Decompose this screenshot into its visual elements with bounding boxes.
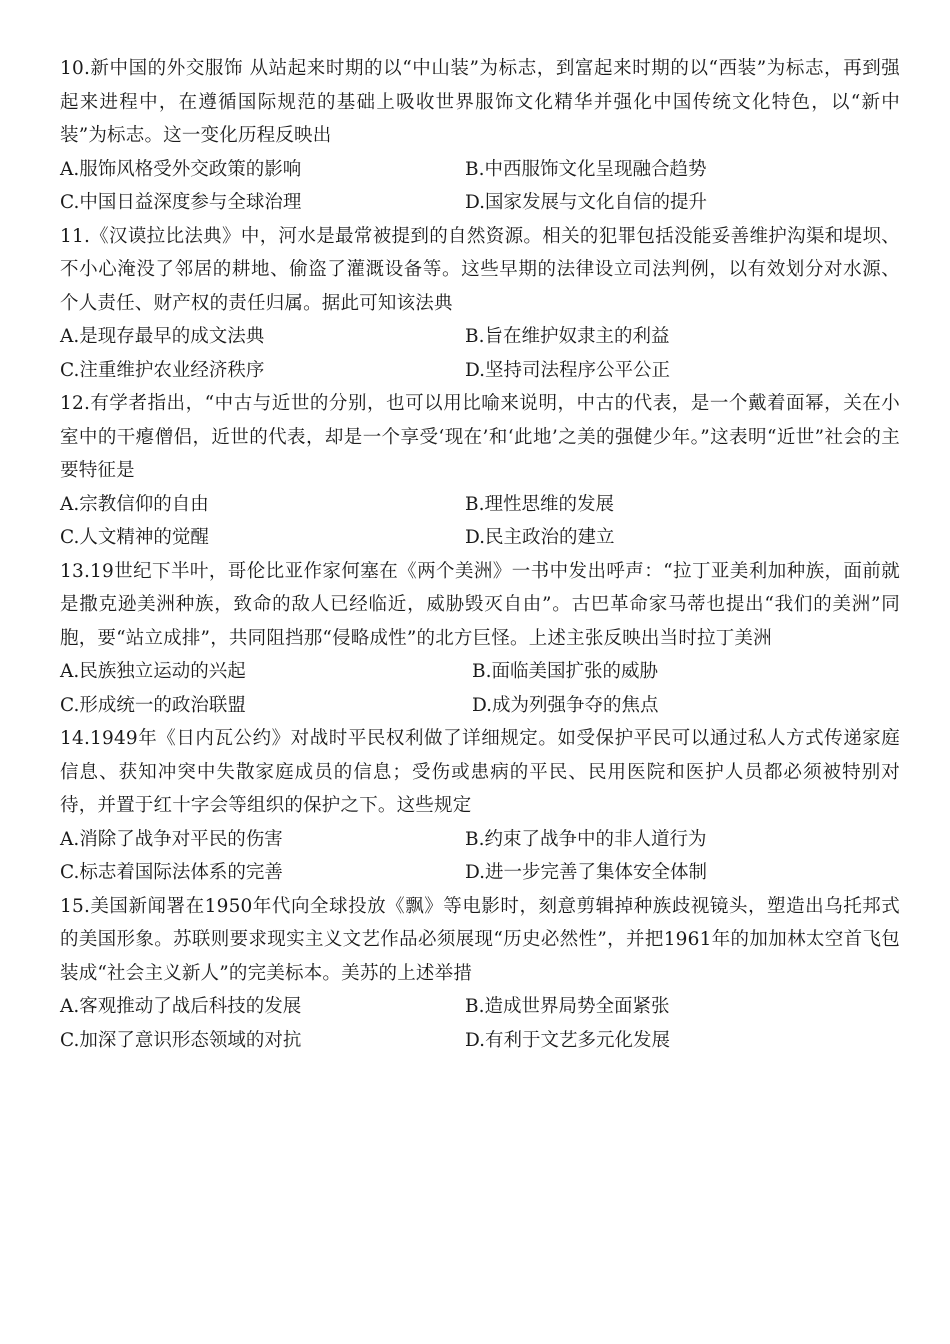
option-c: C.形成统一的政治联盟 [60, 694, 246, 716]
option-list [60, 153, 900, 220]
option-a: A.服饰风格受外交政策的影响 [60, 158, 302, 180]
question-13 [60, 555, 900, 723]
option-d: D.有利于文艺多元化发展 [465, 1029, 671, 1051]
question-stem: 14.1949年《日内瓦公约》对战时平民权利做了详细规定。如受保护平民可以通过私人方式传递家庭信息、获知冲突中失散家庭成员的信息；受伤或患病的平民、民用医院和医护人员都必须被特别对待，并置于红十字会等组织的保护之下。这些规定 [60, 728, 900, 816]
exam-page [60, 52, 900, 1057]
option-list [60, 655, 900, 722]
option-d: D.国家发展与文化自信的提升 [465, 192, 708, 213]
question-stem: 13.19世纪下半叶，哥伦比亚作家何塞在《两个美洲》一书中发出呼声：“拉丁亚美利加种族，面前就是撒克逊美洲种族，致命的敌人已经临近，威胁毁灭自由”。古巴革命家马蒂也提出“我们的美洲”同胞，要“站立成排”，共同阻挡那“侵略成性”的北方巨怪。上述主张反映出当时拉丁美洲 [60, 560, 900, 649]
option-b: B.造成世界局势全面紧张 [465, 996, 670, 1017]
option-a: A.客观推动了战后科技的发展 [60, 996, 302, 1017]
option-c: C.人文精神的觉醒 [60, 527, 209, 548]
option-c: C.中国日益深度参与全球治理 [60, 192, 302, 213]
option-b: B.理性思维的发展 [465, 493, 614, 515]
option-list [60, 823, 900, 890]
option-c: C.注重维护农业经济秩序 [60, 359, 265, 381]
option-list [60, 488, 900, 555]
option-d: D.进一步完善了集体安全体制 [465, 862, 708, 883]
option-b: B.旨在维护奴隶主的利益 [465, 326, 670, 347]
option-d: D.成为列强争夺的焦点 [472, 694, 659, 716]
option-a: A.消除了战争对平民的伤害 [60, 828, 283, 850]
question-11 [60, 220, 900, 388]
option-c: C.加深了意识形态领域的对抗 [60, 1029, 302, 1051]
question-10 [60, 52, 900, 220]
option-c: C.标志着国际法体系的完善 [60, 862, 283, 883]
option-d: D.民主政治的建立 [465, 527, 615, 548]
option-list [60, 990, 900, 1057]
question-stem: 12.有学者指出，“中古与近世的分别，也可以用比喻来说明，中古的代表，是一个戴着面幂，关在小室中的干瘪僧侣，近世的代表，却是一个享受‘现在’和‘此地’之美的强健少年。”这表明“近世”社会的主要特征是 [60, 393, 900, 481]
question-stem: 10.新中国的外交服饰 从站起来时期的以“中山装”为标志，到富起来时期的以“西装”为标志，再到强起来进程中，在遵循国际规范的基础上吸收世界服饰文化精华并强化中国传统文化特色，以“新中装”为标志。这一变化历程反映出 [60, 58, 900, 146]
option-b: B.约束了战争中的非人道行为 [465, 828, 707, 850]
option-a: A.是现存最早的成文法典 [60, 326, 265, 347]
option-list [60, 320, 900, 387]
question-15 [60, 890, 900, 1058]
option-d: D.坚持司法程序公平公正 [465, 359, 671, 381]
question-stem: 15.美国新闻署在1950年代向全球投放《飘》等电影时，刻意剪辑掉种族歧视镜头，塑造出乌托邦式的美国形象。苏联则要求现实主义文艺作品必须展现“历史必然性”，并把1961年的加加林太空首飞包装成“社会主义新人”的完美标本。美苏的上述举措 [60, 895, 900, 984]
question-stem: 11.《汉谟拉比法典》中，河水是最常被提到的自然资源。相关的犯罪包括没能妥善维护沟渠和堤坝、不小心淹没了邻居的耕地、偷盗了灌溉设备等。这些早期的法律设立司法判例，以有效划分对水源、个人责任、财产权的责任归属。据此可知该法典 [60, 225, 900, 314]
option-a: A.民族独立运动的兴起 [60, 661, 246, 682]
question-12 [60, 387, 900, 555]
option-b: B.中西服饰文化呈现融合趋势 [465, 158, 707, 180]
option-b: B.面临美国扩张的威胁 [472, 661, 658, 682]
question-14 [60, 722, 900, 890]
option-a: A.宗教信仰的自由 [60, 493, 209, 515]
